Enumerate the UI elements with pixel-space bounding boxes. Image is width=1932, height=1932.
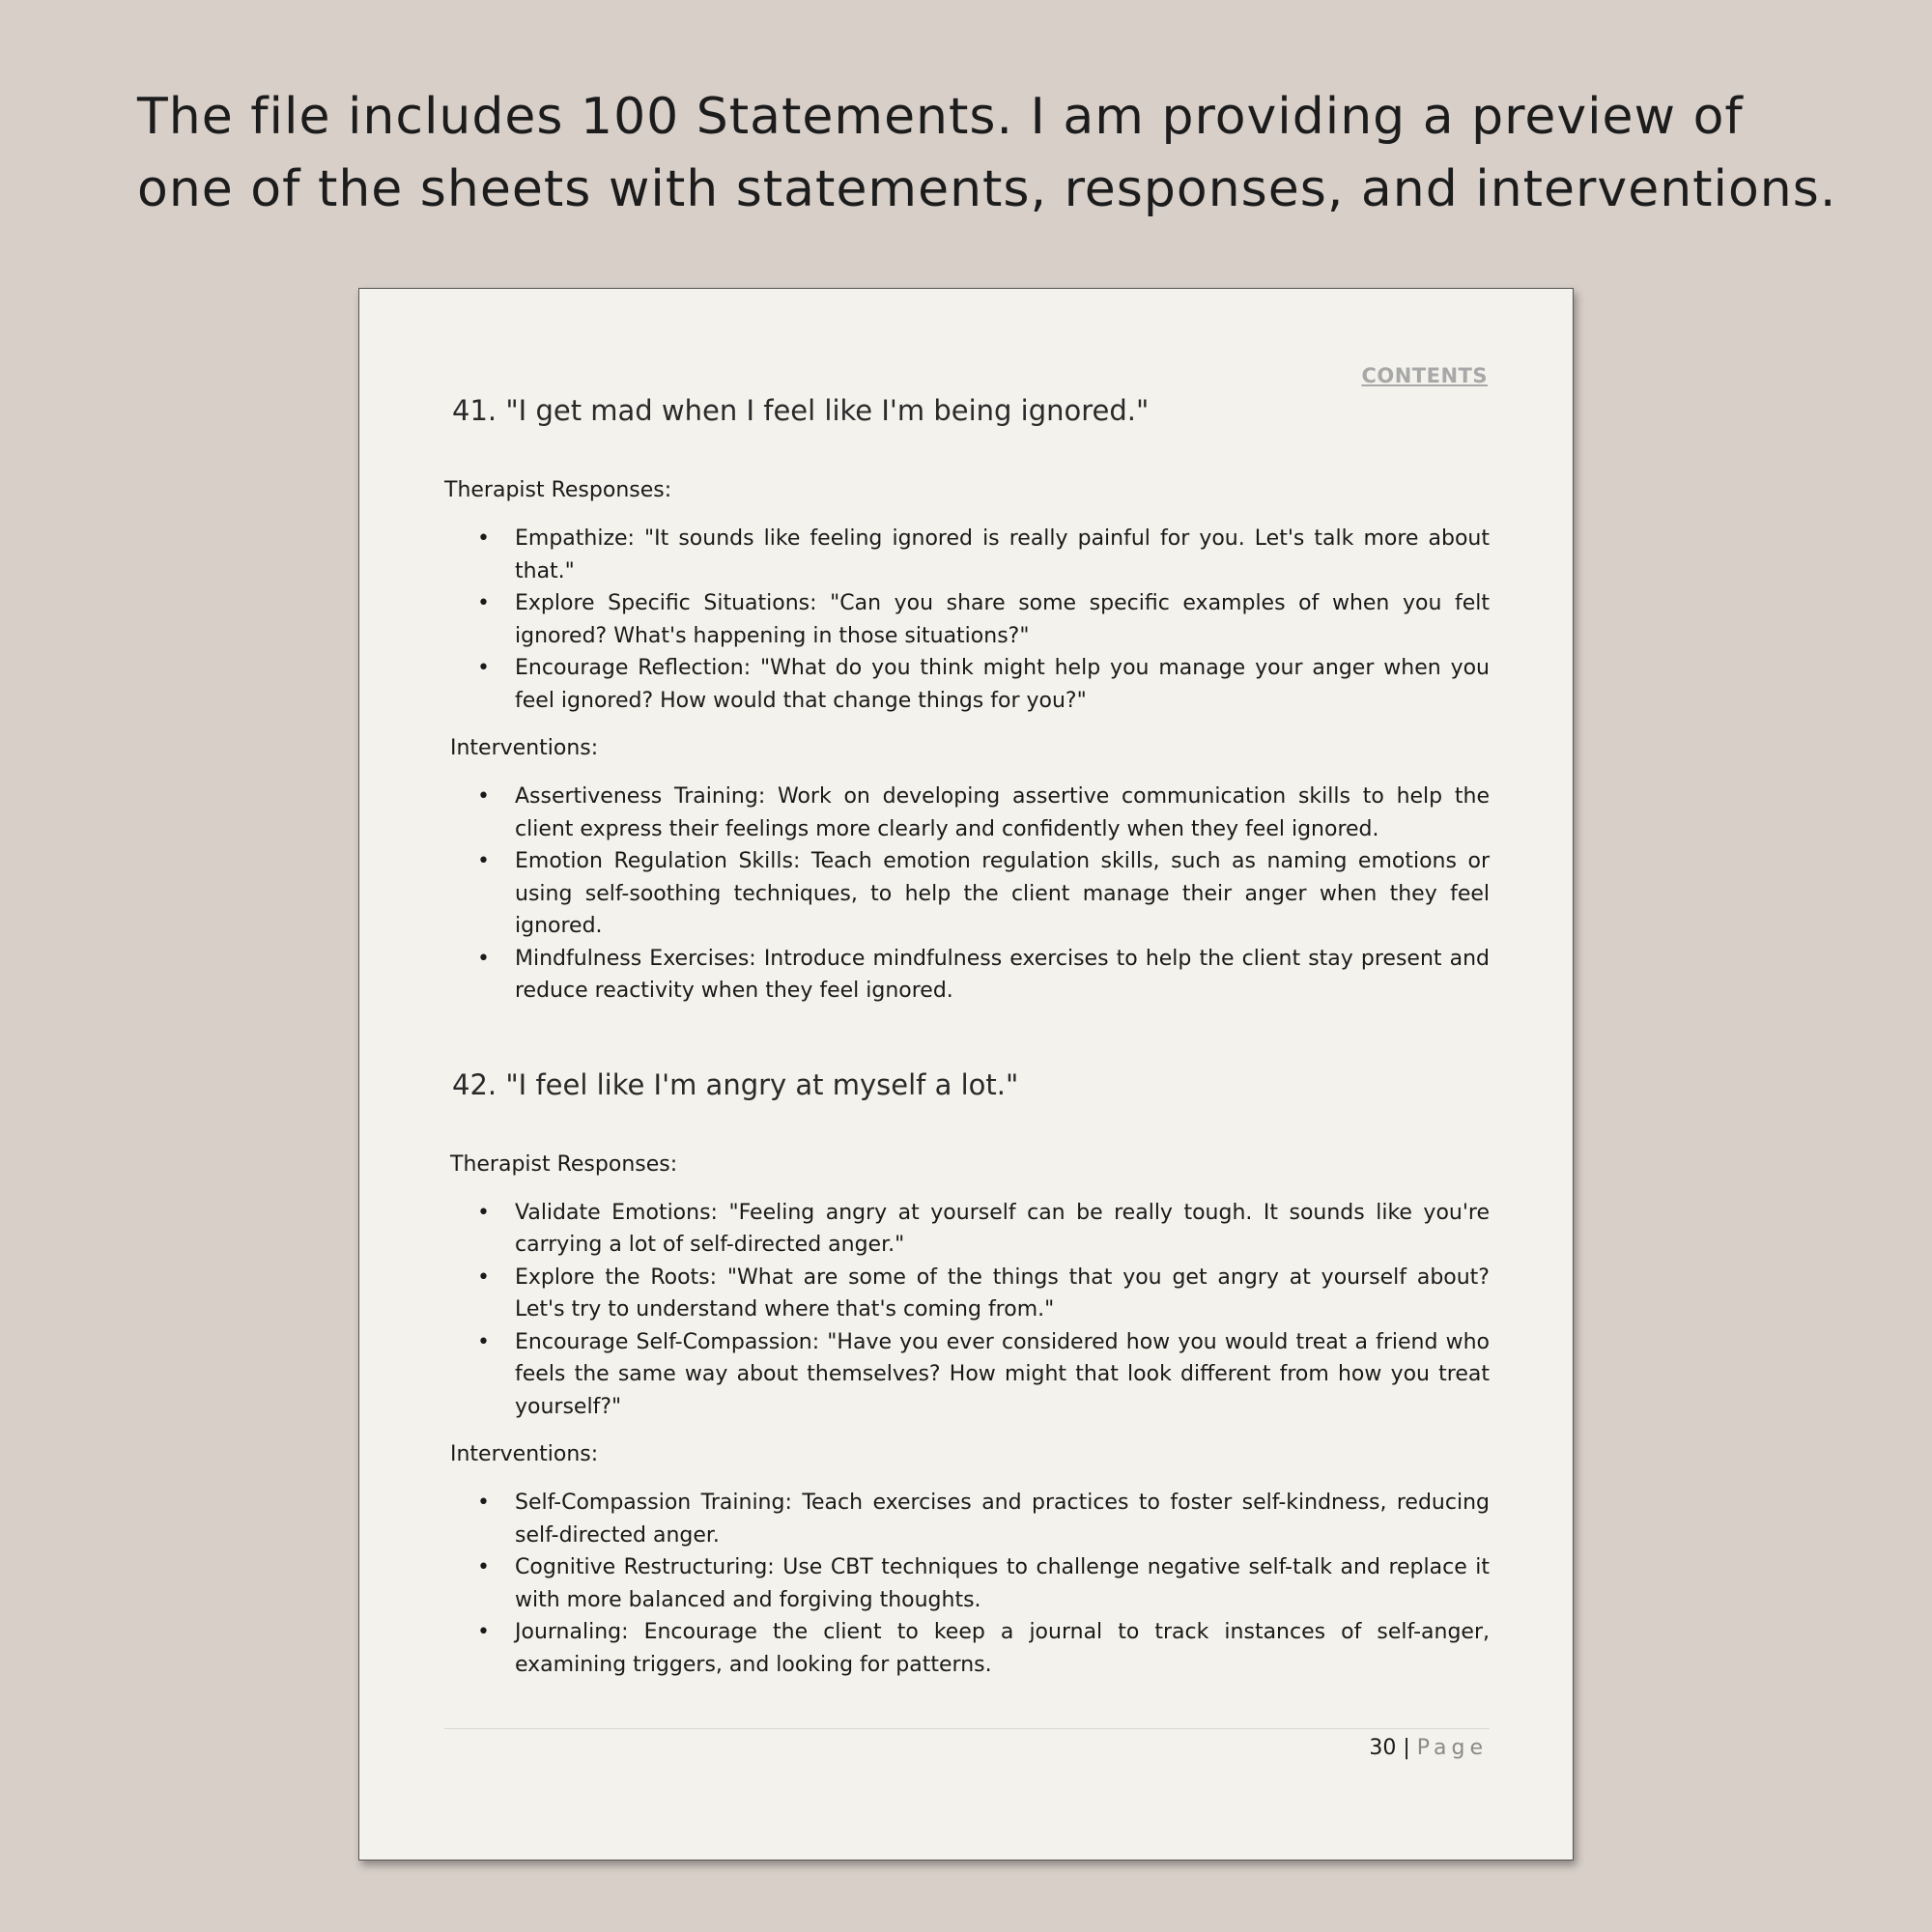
list-item: • Explore Specific Situations: "Can you share some specific examples of when you felt ignored? What's happening in those situations?" bbox=[444, 587, 1490, 652]
list-item: • Emotion Regulation Skills: Teach emotion regulation skills, such as naming emotions or using self-soothing techniques, to help the client manage their anger when they feel ignored. bbox=[444, 845, 1490, 943]
list-item: • Self-Compassion Training: Teach exercises and practices to foster self-kindness, reducing self-directed anger. bbox=[444, 1487, 1490, 1551]
contents-link[interactable]: CONTENTS bbox=[1361, 364, 1488, 387]
footer-divider bbox=[444, 1728, 1490, 1729]
list-item: • Explore the Roots: "What are some of the things that you get angry at yourself about? Let's try to understand where that's coming from." bbox=[444, 1262, 1490, 1326]
statement-title: 42. "I feel like I'm angry at myself a lot." bbox=[452, 1067, 1019, 1101]
list-item: • Journaling: Encourage the client to keep a journal to track instances of self-anger, examining triggers, and looking for patterns. bbox=[444, 1616, 1490, 1681]
document-sheet bbox=[358, 288, 1574, 1861]
statement-section-42 bbox=[444, 1067, 1490, 1682]
interventions-label: Interventions: bbox=[450, 1442, 599, 1466]
page-separator: | bbox=[1396, 1736, 1417, 1760]
page-word: Page bbox=[1416, 1736, 1488, 1760]
list-item: • Empathize: "It sounds like feeling ignored is really painful for you. Let's talk more about that." bbox=[444, 523, 1490, 587]
preview-headline: The file includes 100 Statements. I am providing a preview of one of the sheets with statements, responses, and interventions. bbox=[137, 88, 1837, 218]
list-item: • Validate Emotions: "Feeling angry at yourself can be really tough. It sounds like you're carrying a lot of self-directed anger." bbox=[444, 1197, 1490, 1262]
responses-label: Therapist Responses: bbox=[450, 1151, 678, 1177]
list-item: • Assertiveness Training: Work on developing assertive communication skills to help the client express their feelings more clearly and confidently when they feel ignored. bbox=[444, 781, 1490, 845]
list-item: • Encourage Self-Compassion: "Have you ever considered how you would treat a friend who feels the same way about themselves? How might that look different from how you treat yourself?" bbox=[444, 1326, 1490, 1424]
interventions-label: Interventions: bbox=[450, 736, 599, 760]
responses-list bbox=[444, 523, 1490, 717]
statement-section-41 bbox=[444, 393, 1490, 1008]
list-item: • Encourage Reflection: "What do you think might help you manage your anger when you feel ignored? How would that change things for you?" bbox=[444, 652, 1490, 717]
responses-list bbox=[444, 1197, 1490, 1424]
interventions-list bbox=[444, 781, 1490, 1008]
list-item: • Cognitive Restructuring: Use CBT techniques to challenge negative self-talk and replace it with more balanced and forgiving thoughts. bbox=[444, 1551, 1490, 1616]
statement-title: 41. "I get mad when I feel like I'm being ignored." bbox=[452, 394, 1150, 427]
page-number-value: 30 bbox=[1369, 1736, 1397, 1760]
sheet-content bbox=[444, 393, 1490, 1681]
list-item: • Mindfulness Exercises: Introduce mindfulness exercises to help the client stay present and reduce reactivity when they feel ignored. bbox=[444, 943, 1490, 1008]
page-number bbox=[1369, 1736, 1488, 1760]
interventions-list bbox=[444, 1487, 1490, 1681]
responses-label: Therapist Responses: bbox=[444, 478, 672, 502]
